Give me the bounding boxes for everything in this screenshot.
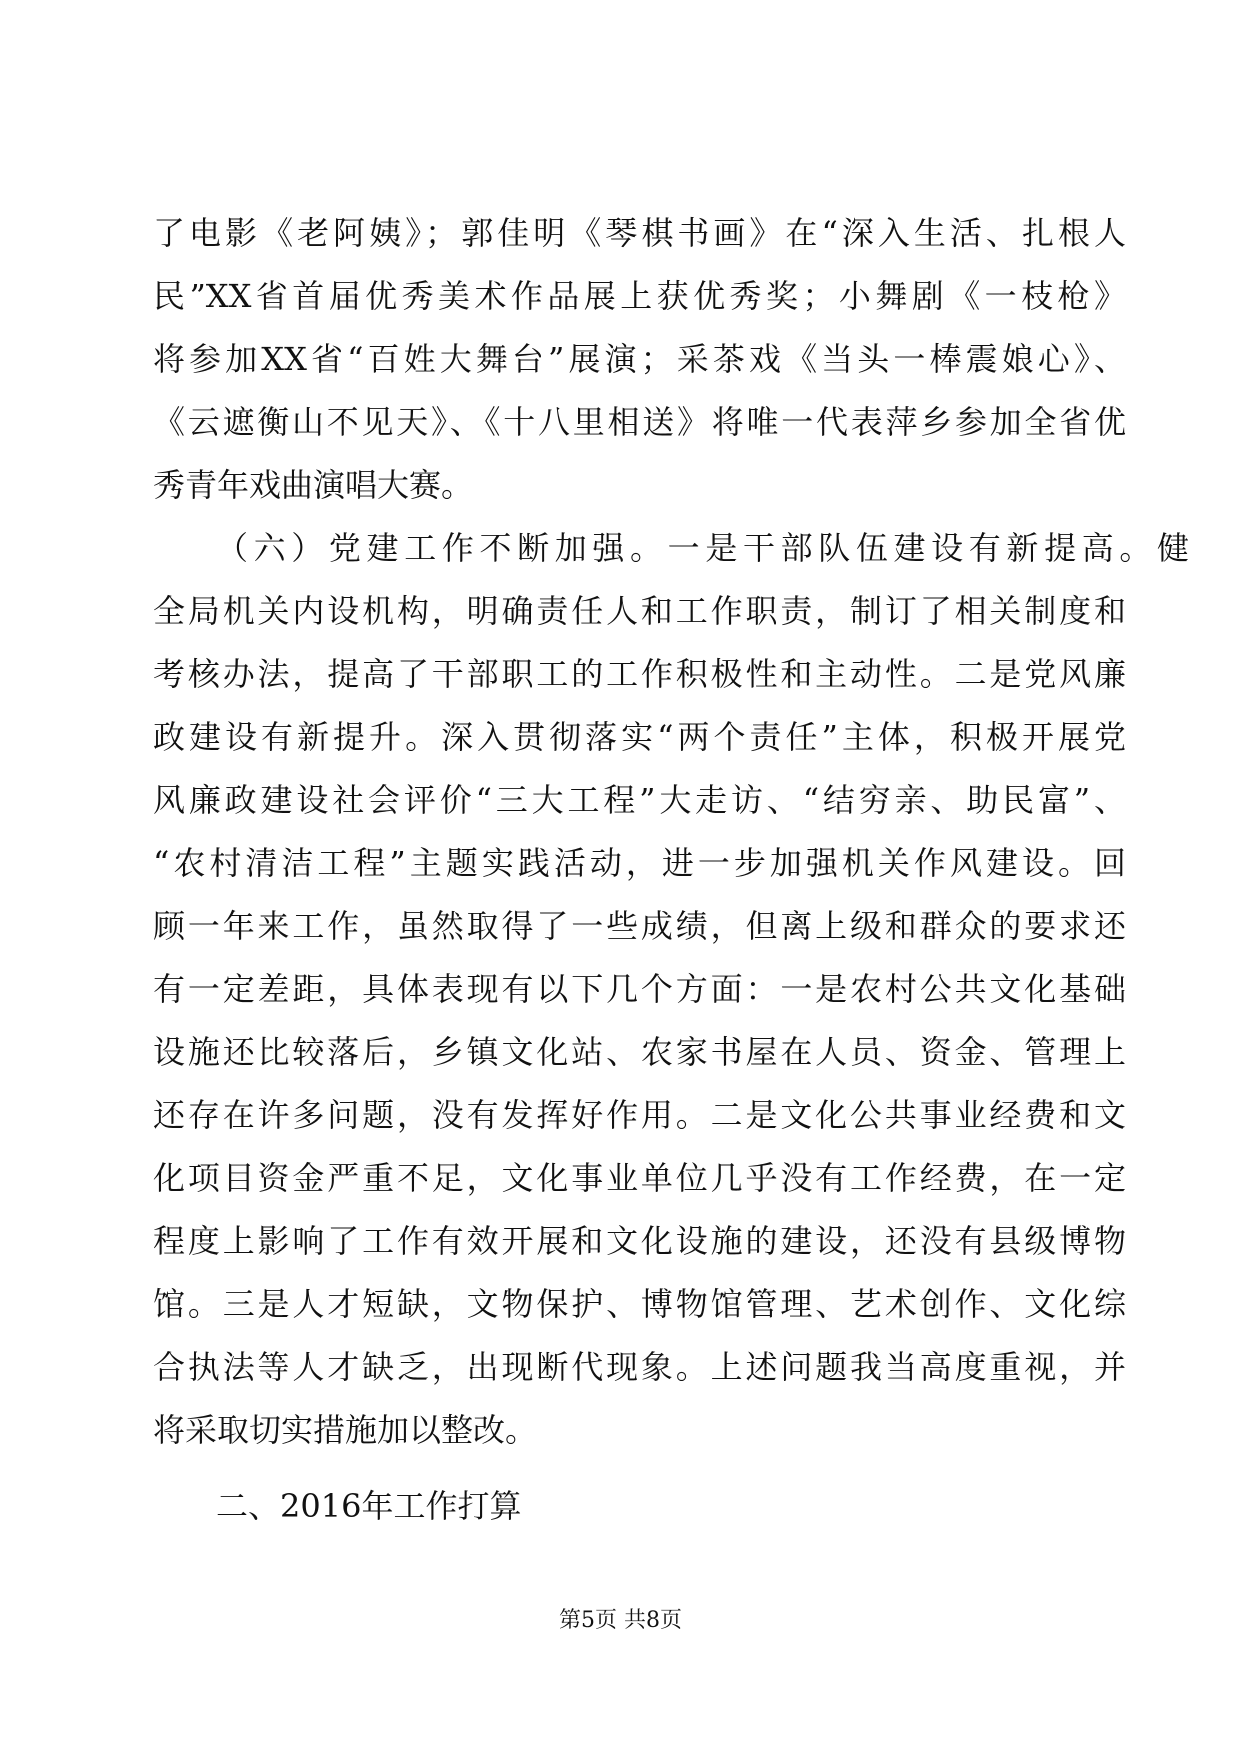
body-line: 还存在许多问题，没有发挥好作用。二是文化公共事业经费和文: [153, 1096, 1126, 1134]
body-line: 合执法等人才缺乏，出现断代现象。上述问题我当高度重视，并: [153, 1348, 1126, 1386]
body-line: （六）党建工作不断加强。一是干部队伍建设有新提高。健: [216, 529, 1189, 567]
body-line: 秀青年戏曲演唱大赛。: [153, 466, 474, 504]
body-line: 顾一年来工作，虽然取得了一些成绩，但离上级和群众的要求还: [153, 907, 1126, 945]
body-line: 考核办法，提高了干部职工的工作积极性和主动性。二是党风廉: [153, 655, 1126, 693]
body-line: 民”XX省首届优秀美术作品展上获优秀奖；小舞剧《一枝枪》: [153, 277, 1126, 315]
body-line: 将参加XX省“百姓大舞台”展演；采茶戏《当头一棒震娘心》、: [153, 340, 1126, 378]
body-line: 馆。三是人才短缺，文物保护、博物馆管理、艺术创作、文化综: [153, 1285, 1126, 1323]
body-line: “农村清洁工程”主题实践活动，进一步加强机关作风建设。回: [153, 844, 1126, 882]
body-line: 政建设有新提升。深入贯彻落实“两个责任”主体，积极开展党: [153, 718, 1126, 756]
body-line: 风廉政建设社会评价“三大工程”大走访、“结穷亲、助民富”、: [153, 781, 1126, 819]
body-line: 有一定差距，具体表现有以下几个方面：一是农村公共文化基础: [153, 970, 1126, 1008]
page-footer: 第5页 共8页: [559, 1608, 682, 1633]
body-line: 化项目资金严重不足，文化事业单位几乎没有工作经费，在一定: [153, 1159, 1126, 1197]
body-line: 《云遮衡山不见天》、《十八里相送》将唯一代表萍乡参加全省优: [153, 403, 1126, 441]
body-line: 全局机关内设机构，明确责任人和工作职责，制订了相关制度和: [153, 592, 1126, 630]
body-line: 设施还比较落后，乡镇文化站、农家书屋在人员、资金、管理上: [153, 1033, 1126, 1071]
body-line: 程度上影响了工作有效开展和文化设施的建设，还没有县级博物: [153, 1222, 1126, 1260]
body-line: 了电影《老阿姨》；郭佳明《琴棋书画》在“深入生活、扎根人: [153, 214, 1126, 252]
section-heading: 二、2016年工作打算: [216, 1487, 522, 1525]
body-line: 将采取切实措施加以整改。: [153, 1411, 538, 1449]
